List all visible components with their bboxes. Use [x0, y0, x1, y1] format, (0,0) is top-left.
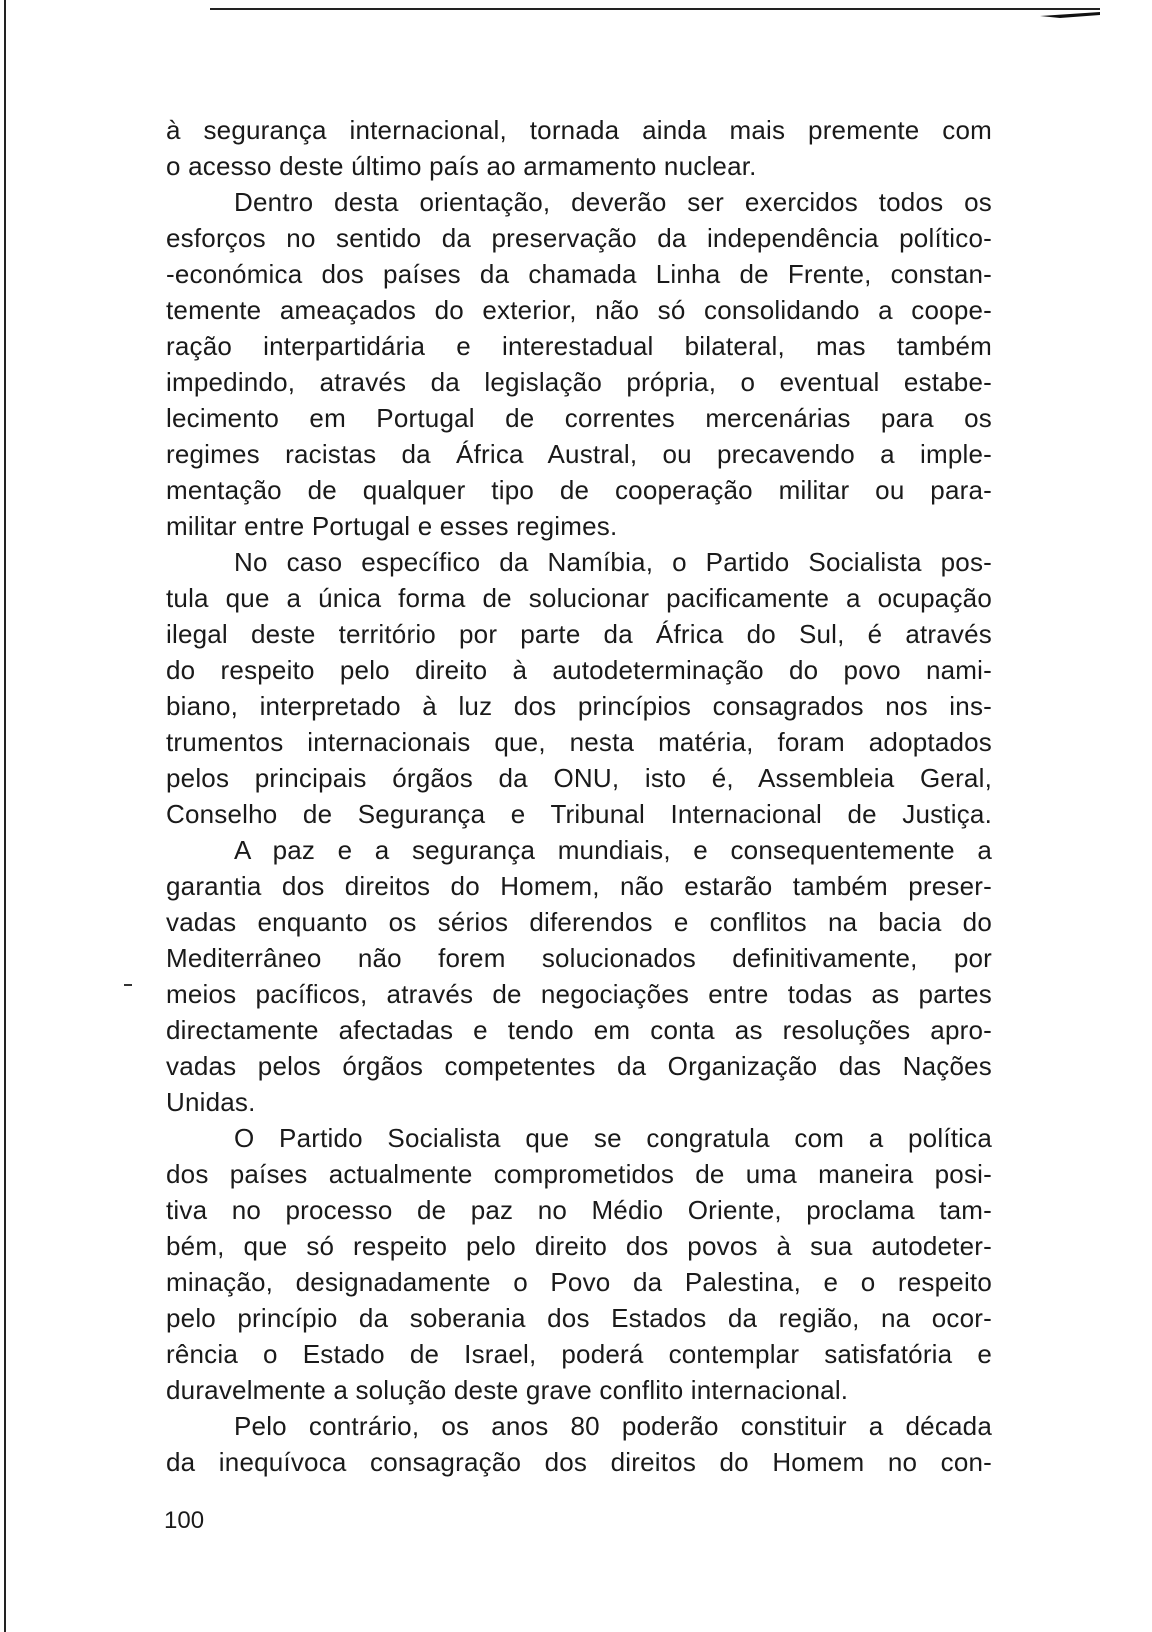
text-line: minação, designadamente o Povo da Palestina, e o respeito — [166, 1267, 992, 1297]
text-line: directamente afectadas e tendo em conta as resoluções apro- — [166, 1015, 992, 1045]
page-left-edge — [4, 0, 6, 1632]
text-line: A paz e a segurança mundiais, e consequentemente a — [234, 835, 992, 865]
text-line: regimes racistas da África Austral, ou precavendo a imple- — [166, 439, 992, 469]
text-line: militar entre Portugal e esses regimes. — [166, 511, 618, 541]
text-line: O Partido Socialista que se congratula com a política — [234, 1123, 992, 1153]
text-line: esforços no sentido da preservação da independência político- — [166, 223, 992, 253]
text-line: dos países actualmente comprometidos de uma maneira posi- — [166, 1159, 992, 1189]
text-line: impedindo, através da legislação própria, o eventual estabe- — [166, 367, 992, 397]
text-line: biano, interpretado à luz dos princípios consagrados nos ins- — [166, 691, 992, 721]
text-line: tiva no processo de paz no Médio Oriente, proclama tam- — [166, 1195, 992, 1225]
text-line: No caso específico da Namíbia, o Partido Socialista pos- — [234, 547, 992, 577]
margin-mark — [124, 984, 132, 986]
text-line: o acesso deste último país ao armamento nuclear. — [166, 151, 757, 181]
text-line: vadas pelos órgãos competentes da Organização das Nações — [166, 1051, 992, 1081]
text-line: pelo princípio da soberania dos Estados da região, na ocor- — [166, 1303, 992, 1333]
text-line: à segurança internacional, tornada ainda mais premente com — [166, 115, 992, 145]
text-line: duravelmente a solução deste grave conflito internacional. — [166, 1375, 849, 1405]
text-line: ração interpartidária e interestadual bilateral, mas também — [166, 331, 992, 361]
text-line: temente ameaçados do exterior, não só consolidando a coope- — [166, 295, 992, 325]
text-line: Conselho de Segurança e Tribunal Internacional de Justiça. — [166, 799, 992, 829]
text-line: lecimento em Portugal de correntes mercenárias para os — [166, 403, 992, 433]
text-line: bém, que só respeito pelo direito dos povos à sua autodeter- — [166, 1231, 992, 1261]
text-line: da inequívoca consagração dos direitos do Homem no con- — [166, 1447, 992, 1477]
top-rule-mark — [1040, 12, 1100, 22]
text-line: pelos principais órgãos da ONU, isto é, Assembleia Geral, — [166, 763, 992, 793]
text-line: trumentos internacionais que, nesta matéria, foram adoptados — [166, 727, 992, 757]
text-line: do respeito pelo direito à autodeterminação do povo nami- — [166, 655, 992, 685]
text-line: rência o Estado de Israel, poderá contemplar satisfatória e — [166, 1339, 992, 1369]
text-line: Mediterrâneo não forem solucionados definitivamente, por — [166, 943, 992, 973]
page-number: 100 — [164, 1507, 205, 1534]
text-line: -económica dos países da chamada Linha de Frente, constan- — [166, 259, 992, 289]
body-text — [166, 112, 992, 1480]
text-line: mentação de qualquer tipo de cooperação militar ou para- — [166, 475, 992, 505]
text-line: meios pacíficos, através de negociações entre todas as partes — [166, 979, 992, 1009]
text-line: Pelo contrário, os anos 80 poderão constituir a década — [234, 1411, 992, 1441]
text-line: tula que a única forma de solucionar pacificamente a ocupação — [166, 583, 992, 613]
text-line: garantia dos direitos do Homem, não estarão também preser- — [166, 871, 992, 901]
text-line: vadas enquanto os sérios diferendos e conflitos na bacia do — [166, 907, 992, 937]
text-line: Dentro desta orientação, deverão ser exercidos todos os — [234, 187, 992, 217]
text-line: Unidas. — [166, 1087, 256, 1117]
top-rule — [210, 8, 1100, 10]
text-line: ilegal deste território por parte da África do Sul, é através — [166, 619, 992, 649]
